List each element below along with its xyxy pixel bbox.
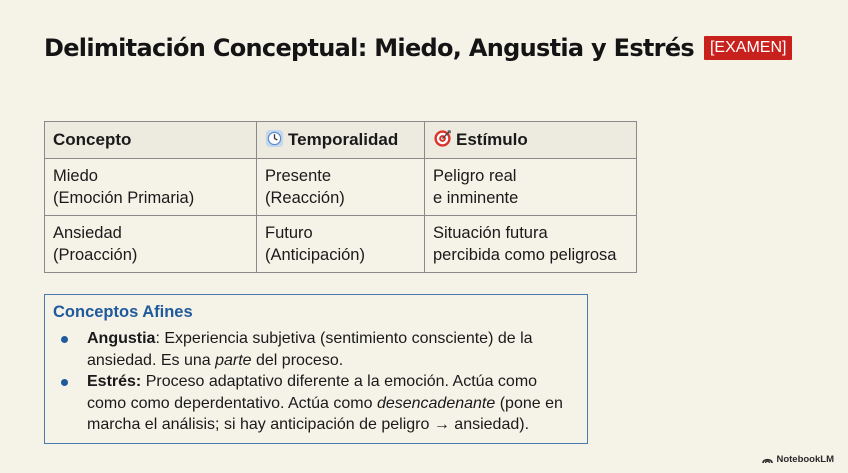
cell-concepto [45,216,257,273]
header-concepto [45,122,257,159]
header-temporalidad-label: Temporalidad [288,130,399,149]
term-angustia: Angustia [87,330,156,347]
cell-estimulo [425,159,637,216]
item-text: Proceso adaptativo diferente a la emoción. Actúa como como como deperdentativo. Actúa como [87,373,538,412]
cell-line: (Proacción) [53,246,138,264]
cell-line: Situación futura [433,224,548,242]
cell-line: e inminente [433,189,519,207]
term-estres: Estrés: [87,373,142,390]
brand-watermark [762,454,834,465]
cell-line: percibida como peligrosa [433,246,617,264]
header-concepto-label: Concepto [53,130,132,149]
item-emphasis: parte [215,351,252,369]
target-icon [433,129,452,148]
cell-line: (Reacción) [265,189,345,207]
cell-line: Peligro real [433,167,517,185]
related-concepts-box [44,294,588,444]
header-estimulo [425,122,637,159]
concepts-table [44,121,637,273]
cell-line: Ansiedad [53,224,122,242]
header-temporalidad [257,122,425,159]
header-estimulo-label: Estímulo [456,130,528,149]
related-concepts-title: Conceptos Afines [53,303,193,321]
cell-line: Presente [265,167,332,185]
cell-line: (Anticipación) [265,246,365,264]
cell-line: Miedo [53,167,98,185]
table-row [45,159,637,216]
cell-concepto [45,159,257,216]
list-item [53,371,579,436]
cell-line: Futuro [265,224,313,242]
brand-label: NotebookLM [776,454,834,465]
item-text: (pone en marcha el análisis; si hay anticipación de peligro → ansiedad). [87,394,563,433]
table-header-row [45,122,637,159]
notebooklm-logo-icon [762,456,773,464]
slide-title: Delimitación Conceptual: Miedo, Angustia y Estrés [44,34,694,62]
cell-temporalidad [257,216,425,273]
list-item [53,328,579,371]
bullet-icon [61,379,68,386]
clock-icon [265,129,284,148]
related-concepts-list [53,328,579,436]
table-row [45,216,637,273]
title-row [44,34,792,62]
item-text: del proceso. [251,351,344,369]
item-text: : Experiencia subjetiva (sentimiento consciente) de la ansiedad. Es una [87,330,533,369]
exam-badge: [EXAMEN] [704,36,792,60]
item-emphasis: desencadenante [376,394,496,412]
cell-line: (Emoción Primaria) [53,189,195,207]
cell-temporalidad [257,159,425,216]
cell-estimulo [425,216,637,273]
bullet-icon [61,336,68,343]
